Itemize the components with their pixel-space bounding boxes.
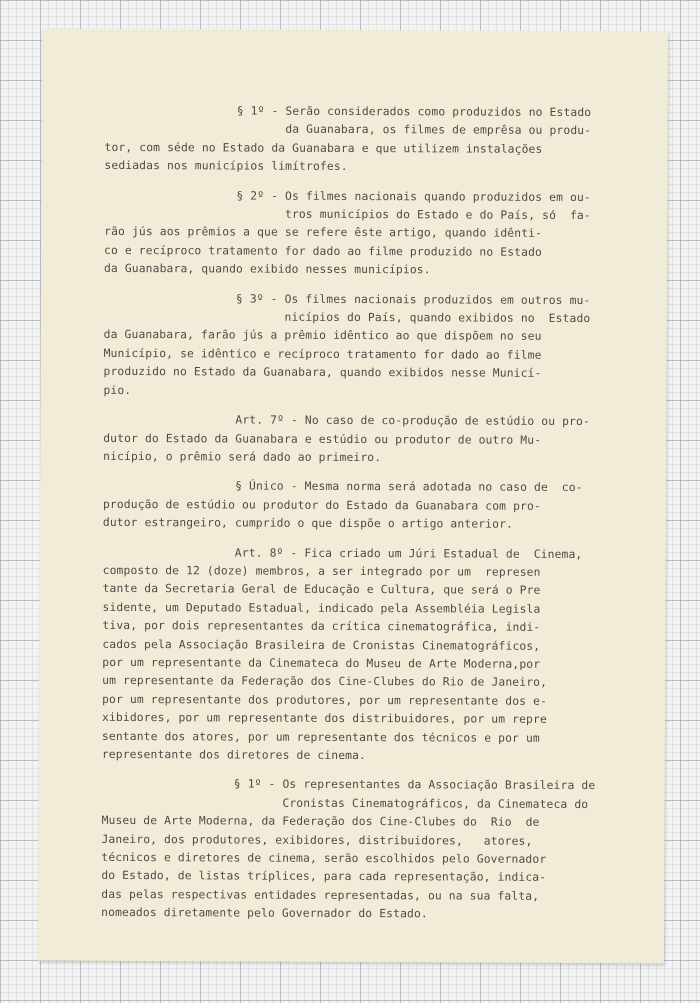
- text-line: sentante dos atores, por um representante dos técnicos e por um: [101, 729, 540, 745]
- paragraph: [102, 543, 581, 766]
- text-line: tante da Secretaria Geral de Educação e Cultura, que será o Pre: [102, 582, 541, 598]
- text-line: do Estado, de listas tríplices, para cada representação, indica-: [101, 869, 547, 885]
- text-line: Museu de Arte Moderna, da Federação dos Cine-Clubes do Rio de: [101, 814, 540, 830]
- text-line: representante dos diretores de cinema.: [101, 747, 367, 763]
- text-line: cados pela Associação Brasileira de Cronistas Cinematográficos,: [102, 637, 541, 653]
- typewritten-page: [38, 29, 668, 964]
- paragraph: [101, 775, 596, 924]
- text-line: Art. 7º - No caso de co-produção de estúdio ou pro-: [103, 413, 590, 429]
- text-line: rão jús aos prêmios a que se refere êste artigo, quando idênti-: [104, 225, 543, 241]
- text-line: tor, com séde no Estado da Guanabara e que utilizem instalações: [104, 140, 543, 156]
- text-line: sidente, um Deputado Estadual, indicado pela Assembléia Legisla: [102, 600, 541, 616]
- text-line: por um representante da Cinemateca do Museu de Arte Moderna,por: [102, 655, 541, 671]
- text-line: Art. 8º - Fica criado um Júri Estadual de Cinema,: [102, 545, 583, 561]
- text-line: da Guanabara, quando exibido nesses municípios.: [103, 262, 431, 277]
- text-line: técnicos e diretores de cinema, serão escolhidos pelo Governador: [101, 850, 547, 866]
- text-line: pio.: [103, 383, 132, 397]
- text-line: nicípios do País, quando exibidos no Estado: [103, 309, 591, 326]
- paragraph: [103, 477, 581, 534]
- text-line: das pelas respectivas entidades representadas, ou na sua falta,: [101, 887, 540, 903]
- text-line: dutor do Estado da Guanabara e estúdio ou produtor de outro Mu-: [103, 431, 542, 447]
- text-line: por um representante dos produtores, por um representante dos e-: [102, 692, 548, 708]
- text-line: § Único - Mesma norma será adotada no caso de co-: [103, 479, 583, 495]
- text-line: tros municípios do Estado e do País, só fa-: [104, 206, 591, 223]
- text-line: nicípio, o prêmio será dado ao primeiro.: [103, 449, 382, 465]
- paragraph: [104, 102, 592, 178]
- text-line: da Guanabara, farão jús a prêmio idêntico ao que dispõem no seu: [103, 328, 542, 344]
- text-line: sediadas nos municípios limítrofes.: [104, 159, 348, 174]
- text-line: co e recíproco tratamento for dado ao filme produzido no Estado: [104, 243, 543, 259]
- text-line: da Guanabara, os filmes de emprêsa ou produ-: [104, 122, 592, 138]
- text-line: produção de estúdio ou produtor do Estado da Guanabara com pro-: [102, 497, 541, 513]
- text-line: xibidores, por um representante dos distribuidores, por um repre: [102, 711, 547, 727]
- text-line: composto de 12 (doze) membros, a ser integrado por um represen: [102, 563, 541, 579]
- text-line: um representante da Federação dos Cine-Clubes do Rio de Janeiro,: [102, 674, 548, 690]
- text-line: Cronistas Cinematográficos, da Cinemateca do: [101, 795, 589, 811]
- paragraph: [103, 411, 590, 468]
- text-line: § 1º - Serão considerados como produzidos no Estado: [104, 103, 592, 120]
- text-line: § 1º - Os representantes da Associação Brasileira de: [101, 777, 596, 793]
- text-line: Município, se idêntico e recíproco tratamento for dado ao filme: [103, 346, 542, 362]
- text-line: produzido no Estado da Guanabara, quando exibidos nesse Municí-: [103, 365, 542, 381]
- text-line: Janeiro, dos produtores, exibidores, distribuidores, atores,: [101, 832, 533, 848]
- text-line: § 2º - Os filmes nacionais quando produzidos em ou-: [104, 188, 591, 204]
- text-line: tiva, por dois representantes da crítica cinematográfica, indi-: [102, 619, 541, 634]
- paragraph: [103, 290, 591, 403]
- text-line: nomeados diretamente pelo Governador do Estado.: [101, 906, 428, 921]
- text-line: dutor estrangeiro, cumprido o que dispõe o artigo anterior.: [102, 516, 514, 531]
- text-line: § 3º - Os filmes nacionais produzidos em outros mu-: [103, 291, 591, 307]
- paragraph: [103, 187, 591, 281]
- document-body: [101, 102, 596, 936]
